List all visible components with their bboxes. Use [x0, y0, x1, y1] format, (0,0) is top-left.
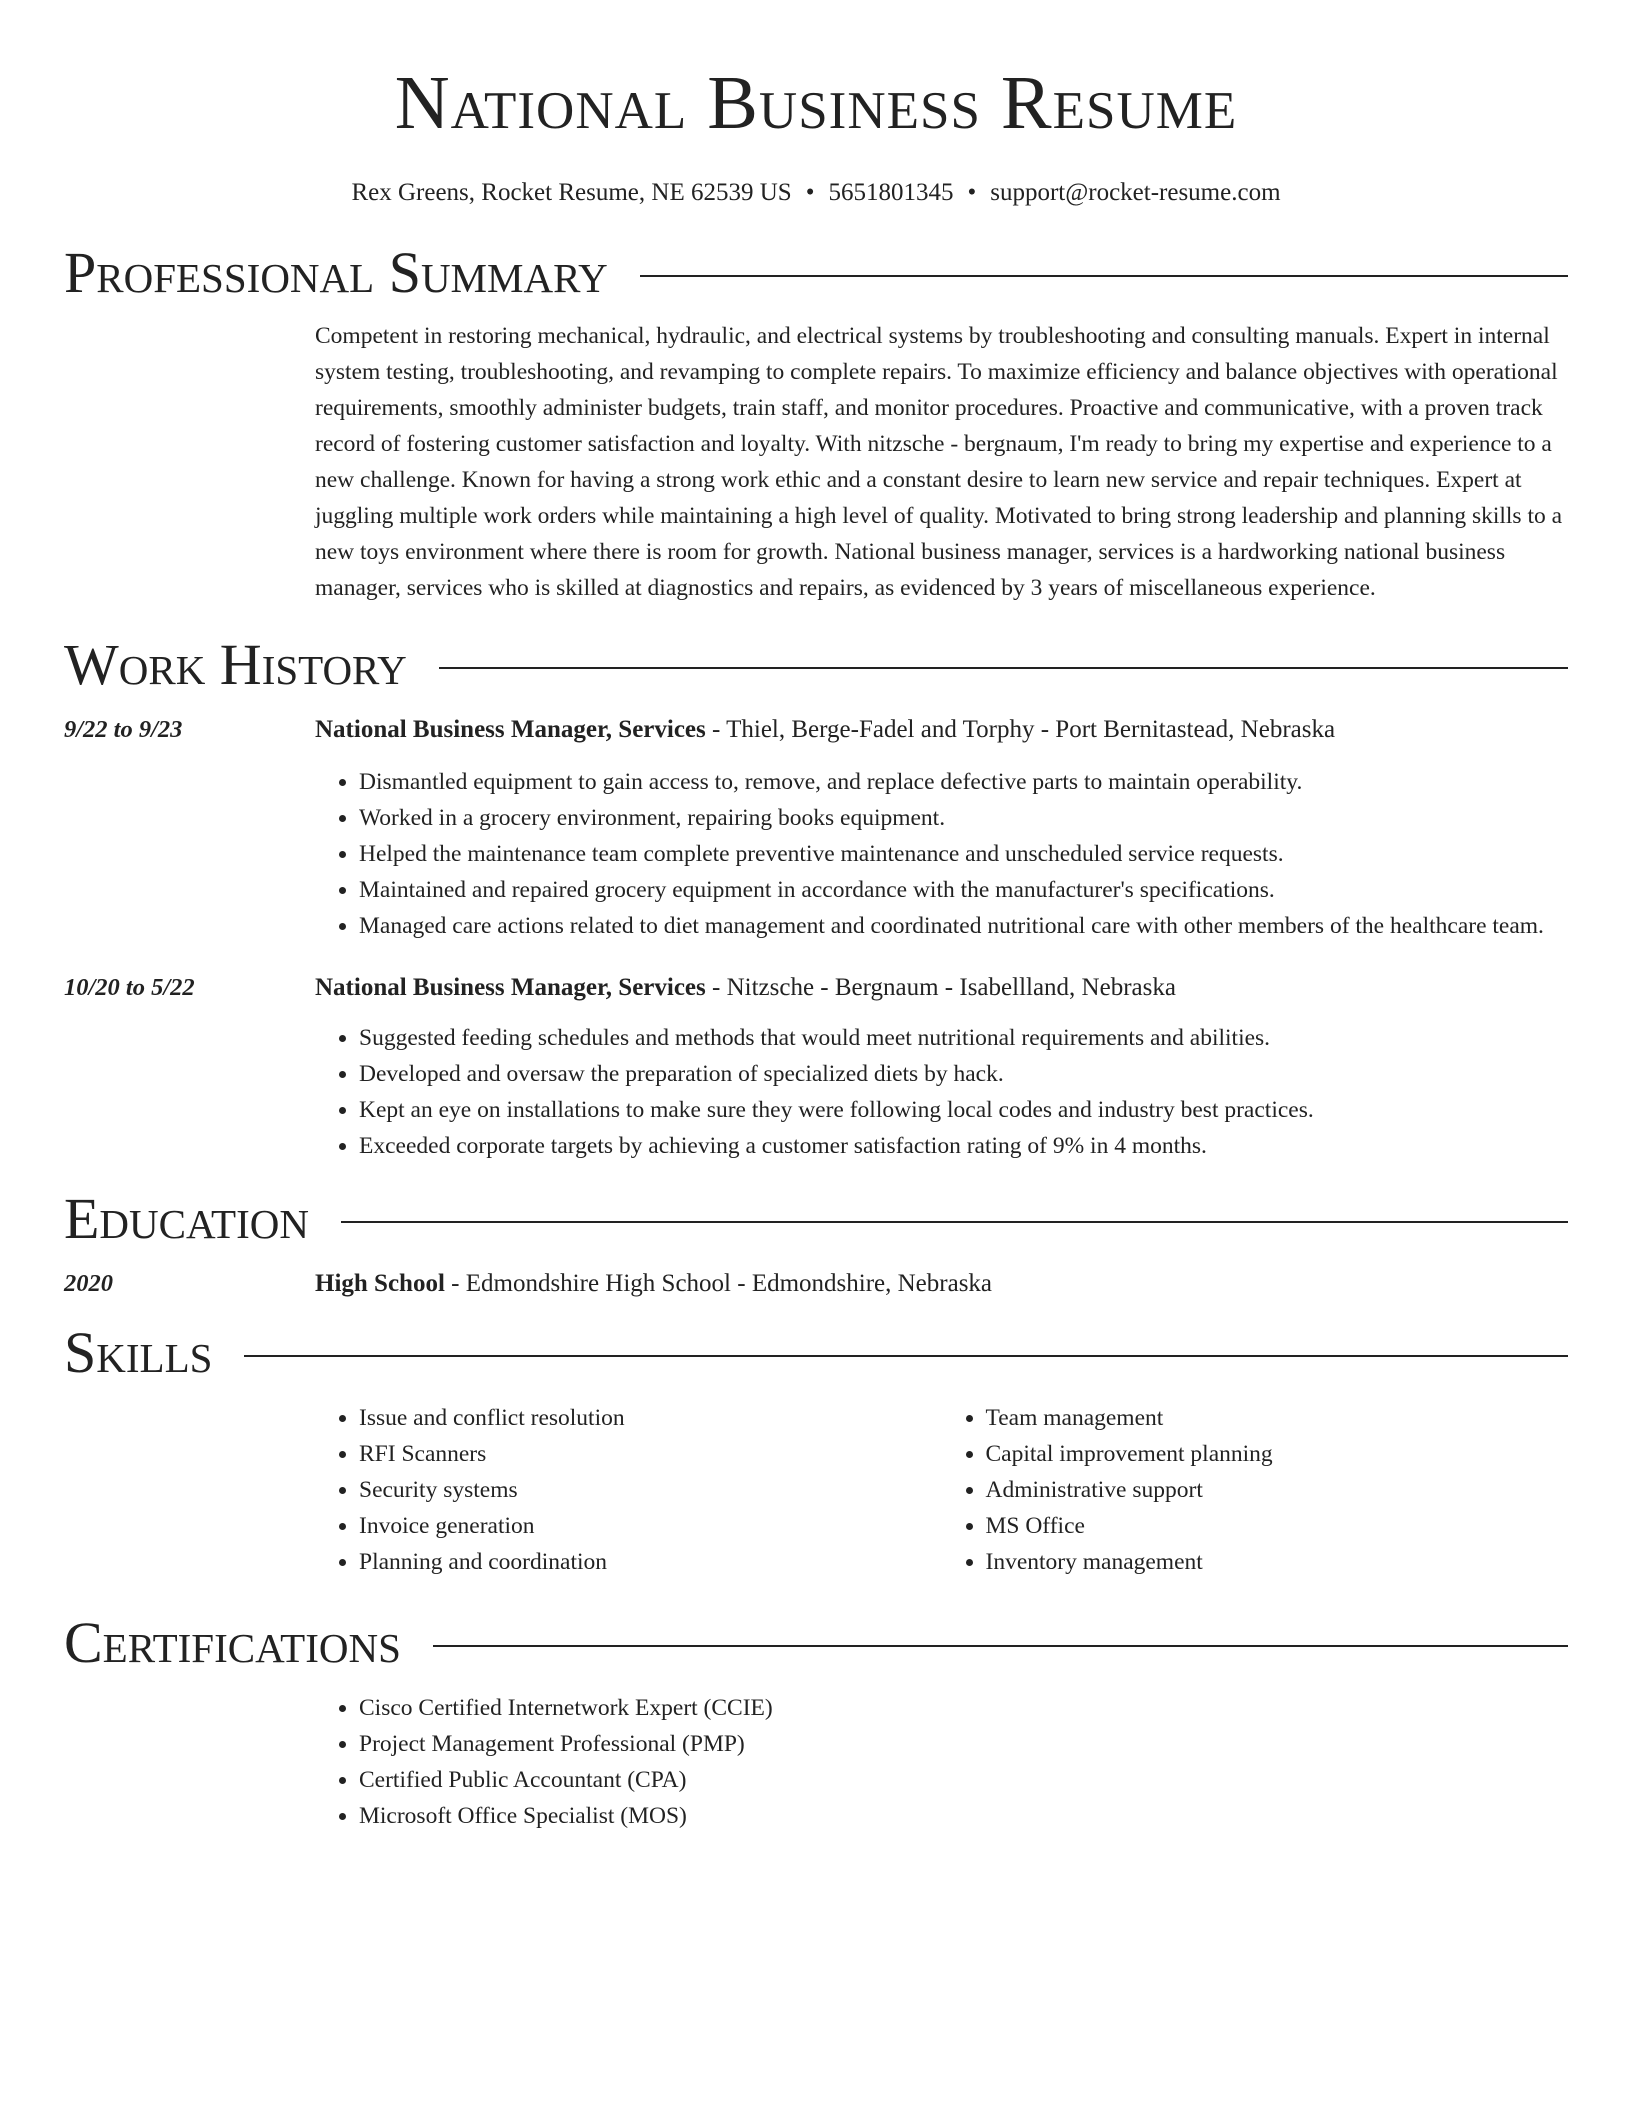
skill-item: • Capital improvement planning [986, 1436, 1569, 1472]
skills-column-left [315, 1400, 942, 1580]
job-title: National Business Manager, Services [315, 716, 706, 743]
job-date: 9/22 to 9/23 [64, 716, 183, 743]
certification-item: • Cisco Certified Internetwork Expert (CCIE) [359, 1690, 1568, 1726]
list-item: • Worked in a grocery environment, repairing books equipment. [359, 800, 1568, 836]
skill-item: • Planning and coordination [359, 1544, 942, 1580]
summary-text: Competent in restoring mechanical, hydraulic, and electrical systems by troubleshooting and consulting manuals. Expert in internal system testing, troubleshooting, and revamping to complete repairs. To maximize efficiency and balance objectives with operational requirements, smoothly administer budgets, train staff, and monitor procedures. Proactive and communicative, with a proven track record of fostering customer satisfaction and loyalty. With nitzsche - bergnaum, I'm ready to bring my expertise and experience to a new challenge. Known for having a strong work ethic and a constant desire to learn new service and repair techniques. Expert at juggling multiple work orders while maintaining a high level of quality. Motivated to bring strong leadership and planning skills to a new toys environment where there is room for growth. National business manager, services is a hardworking national business manager, services who is skilled at diagnostics and repairs, as evidenced by 3 years of miscellaneous experience. [315, 323, 1563, 601]
job-details: - Nitzsche - Bergnaum - Isabellland, Nebraska [712, 974, 1176, 1001]
job-details: - Thiel, Berge-Fadel and Torphy - Port Bernitastead, Nebraska [712, 716, 1336, 743]
skills-grid [315, 1400, 1568, 1580]
section-heading: Certifications [64, 1610, 401, 1675]
list-item: • Helped the maintenance team complete preventive maintenance and unscheduled service requests. [359, 836, 1568, 872]
contact-line [64, 176, 1568, 210]
resume-title: National Business Resume [394, 61, 1238, 145]
education-section-header [64, 1186, 1568, 1252]
certification-item: • Microsoft Office Specialist (MOS) [359, 1798, 1568, 1834]
job-title: National Business Manager, Services [315, 974, 706, 1001]
education-degree: High School [315, 1270, 445, 1297]
list-item: • Exceeded corporate targets by achieving a customer satisfaction rating of 9% in 4 months. [359, 1128, 1568, 1164]
list-item: • Suggested feeding schedules and methods that would meet nutritional requirements and abilities. [359, 1020, 1568, 1056]
list-item: • Dismantled equipment to gain access to, remove, and replace defective parts to maintain operability. [359, 764, 1568, 800]
education-date: 2020 [64, 1270, 113, 1297]
job-entry [64, 970, 1568, 1164]
contact-phone: 5651801345 [828, 179, 954, 206]
skill-item: • Administrative support [986, 1472, 1569, 1508]
education-entry [64, 1266, 1568, 1302]
section-heading: Work History [64, 632, 407, 697]
certification-item: • Project Management Professional (PMP) [359, 1726, 1568, 1762]
section-rule [244, 1355, 1568, 1357]
job-entry [64, 712, 1568, 944]
skill-item: • Inventory management [986, 1544, 1569, 1580]
list-item: • Developed and oversaw the preparation of specialized diets by hack. [359, 1056, 1568, 1092]
job-heading [315, 970, 1568, 1006]
skill-item: • Team management [986, 1400, 1569, 1436]
skills-section-header [64, 1320, 1568, 1386]
job-heading [315, 712, 1568, 748]
skill-item: • Issue and conflict resolution [359, 1400, 942, 1436]
skill-item: • MS Office [986, 1508, 1569, 1544]
certifications-list [315, 1690, 1568, 1834]
education-details: - Edmondshire High School - Edmondshire, Nebraska [451, 1270, 993, 1297]
section-heading: Professional Summary [64, 240, 608, 305]
separator-dot: • [805, 179, 815, 206]
job-bullets [315, 764, 1568, 944]
skill-item: • Invoice generation [359, 1508, 942, 1544]
certifications-section-header [64, 1610, 1568, 1676]
list-item: • Maintained and repaired grocery equipment in accordance with the manufacturer's specifications. [359, 872, 1568, 908]
separator-dot: • [967, 179, 977, 206]
list-item: • Kept an eye on installations to make sure they were following local codes and industry best practices. [359, 1092, 1568, 1128]
skill-item: • RFI Scanners [359, 1436, 942, 1472]
list-item: • Managed care actions related to diet management and coordinated nutritional care with other members of the healthcare team. [359, 908, 1568, 944]
section-rule [433, 1645, 1568, 1647]
summary-section-header [64, 240, 1568, 306]
section-heading: Education [64, 1186, 309, 1251]
section-rule [640, 275, 1568, 277]
job-date: 10/20 to 5/22 [64, 974, 195, 1001]
contact-email: support@rocket-resume.com [990, 179, 1281, 206]
skill-item: • Security systems [359, 1472, 942, 1508]
skills-column-right [942, 1400, 1569, 1580]
section-rule [439, 667, 1568, 669]
work-section-header [64, 632, 1568, 698]
contact-address: Rex Greens, Rocket Resume, NE 62539 US [351, 179, 792, 206]
job-bullets [315, 1020, 1568, 1164]
certification-item: • Certified Public Accountant (CPA) [359, 1762, 1568, 1798]
section-heading: Skills [64, 1320, 213, 1385]
section-rule [341, 1221, 1568, 1223]
